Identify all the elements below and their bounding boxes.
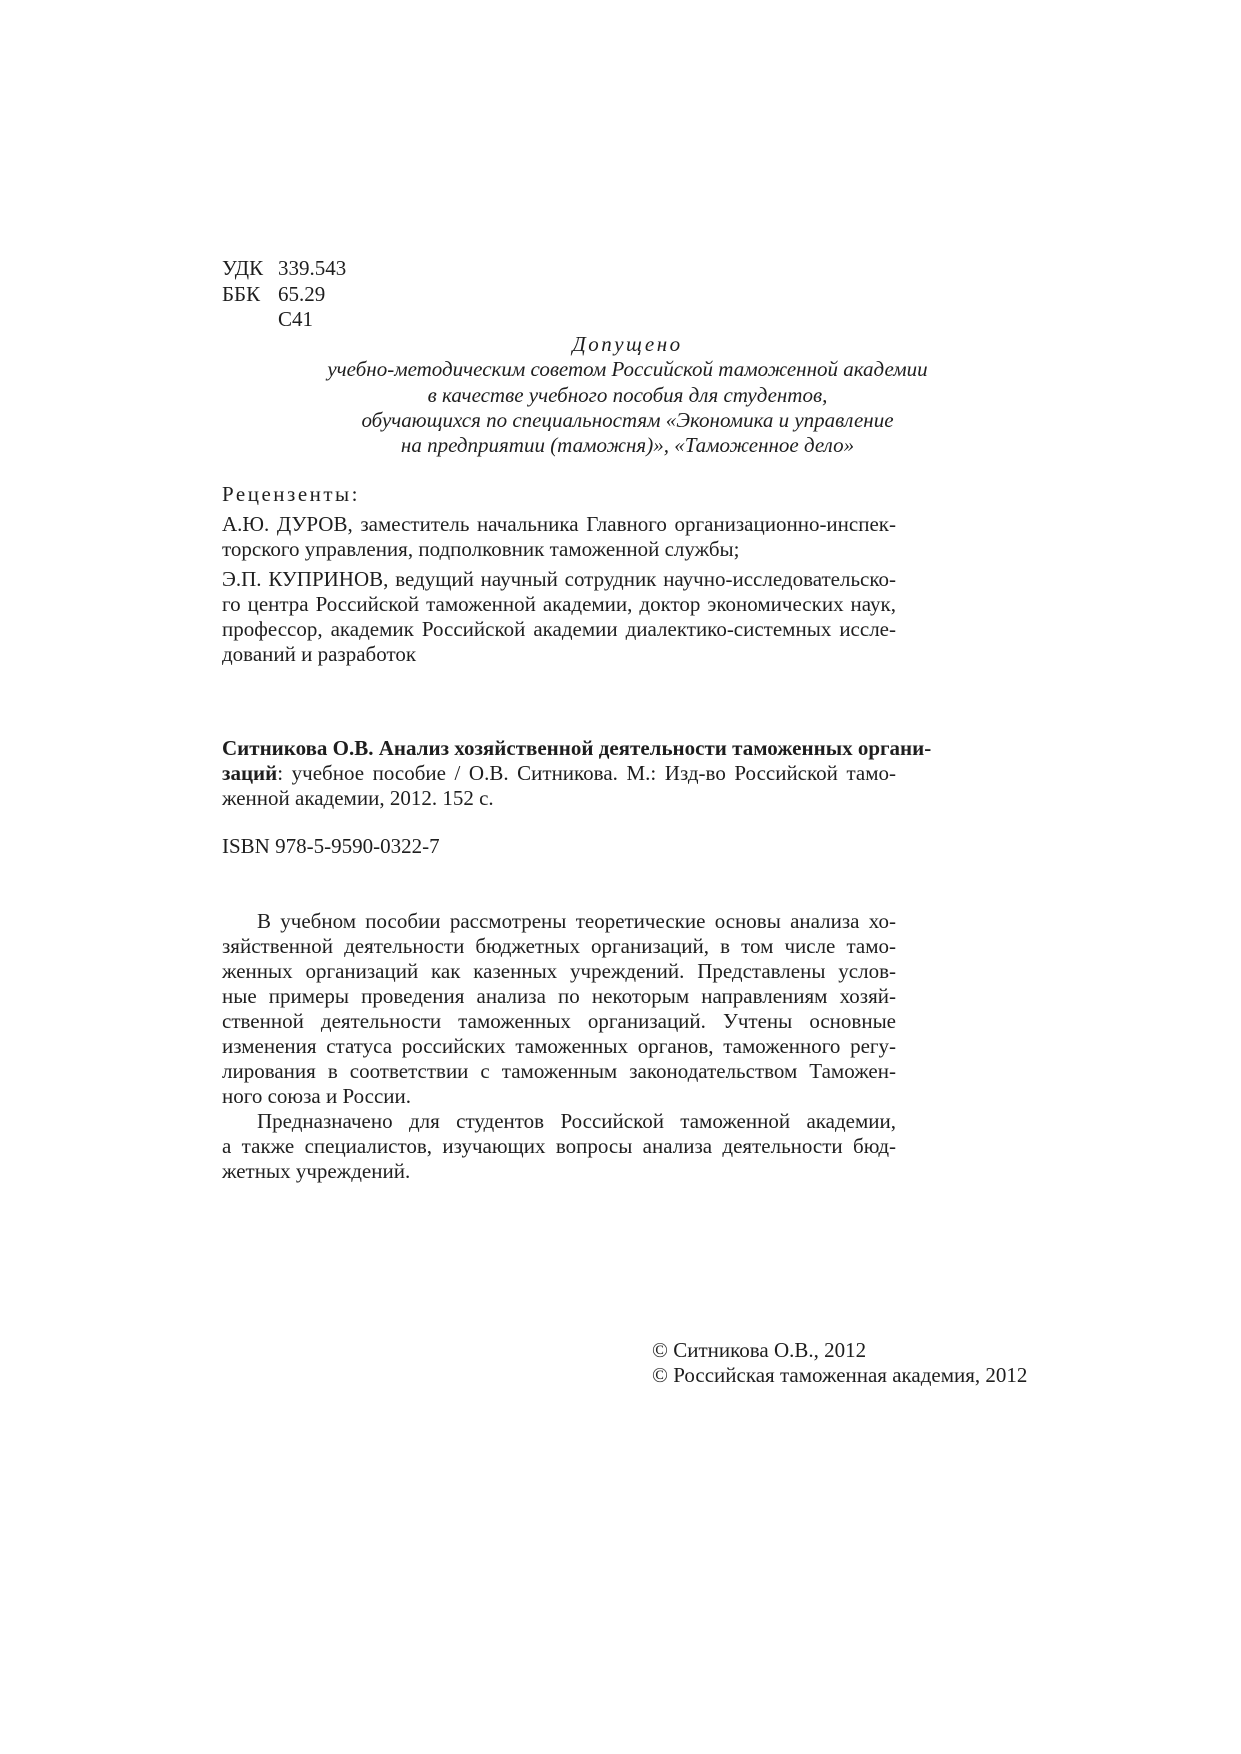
copyright-line: © Российская таможенная академия, 2012 (652, 1363, 1028, 1387)
citation-line (222, 761, 896, 785)
reviewer-line: А.Ю. ДУРОВ, заместитель начальника Главного организационно-инспек- (222, 512, 896, 536)
bbk-value: 65.29 (278, 282, 326, 306)
abstract-line: ного союза и России. (222, 1084, 411, 1108)
approval-heading: Допущено (572, 332, 683, 356)
reviewer-line: го центра Российской таможенной академии, доктор экономических наук, (222, 592, 896, 616)
abstract-line: В учебном пособии рассмотрены теоретические основы анализа хо- (257, 909, 896, 933)
abstract-line: а также специалистов, изучающих вопросы анализа деятельности бюд- (222, 1134, 896, 1158)
abstract-line: изменения статуса российских таможенных органов, таможенного регу- (222, 1034, 896, 1058)
udk-label: УДК (222, 256, 264, 280)
reviewers-heading: Рецензенты: (222, 482, 360, 506)
bbk-line (222, 282, 325, 306)
udk-line (222, 256, 346, 280)
copyright-line: © Ситникова О.В., 2012 (652, 1338, 867, 1362)
abstract-line: Предназначено для студентов Российской таможенной академии, (257, 1109, 896, 1133)
reviewer-line: торского управления, подполковник таможенной службы; (222, 537, 740, 561)
reviewer-line: Э.П. КУПРИНОВ, ведущий научный сотрудник научно-исследовательско- (222, 567, 896, 591)
author-mark: С41 (278, 307, 314, 331)
citation-title-end: заций (222, 761, 278, 785)
bbk-label: ББК (222, 282, 261, 306)
abstract-line: лирования в соответствии с таможенным законодательством Таможен- (222, 1059, 896, 1083)
abstract-line: женных организаций как казенных учреждений. Представлены услов- (222, 959, 896, 983)
abstract-line: зяйственной деятельности бюджетных организаций, в том числе тамо- (222, 934, 896, 958)
isbn: ISBN 978-5-9590-0322-7 (222, 834, 440, 858)
approval-line: обучающихся по специальностям «Экономика и управление (361, 408, 894, 432)
approval-line: учебно-методическим советом Российской таможенной академии (327, 357, 928, 381)
approval-line: в качестве учебного пособия для студентов, (427, 383, 828, 407)
abstract-line: ные примеры проведения анализа по некоторым направлениям хозяй- (222, 984, 896, 1008)
reviewer-line: профессор, академик Российской академии диалектико-системных иссле- (222, 617, 896, 641)
udk-value: 339.543 (278, 256, 347, 280)
citation-line: Ситникова О.В. Анализ хозяйственной деятельности таможенных органи- (222, 736, 932, 760)
reviewer-line: дований и разработок (222, 642, 417, 666)
citation-line: женной академии, 2012. 152 с. (222, 786, 494, 810)
abstract-line: жетных учреждений. (222, 1159, 411, 1183)
abstract-line: ственной деятельности таможенных организаций. Учтены основные (222, 1009, 896, 1033)
approval-line: на предприятии (таможня)», «Таможенное дело» (400, 433, 855, 457)
citation-publisher: : учебное пособие / О.В. Ситникова. М.: Изд-во Российской тамо- (277, 761, 896, 785)
